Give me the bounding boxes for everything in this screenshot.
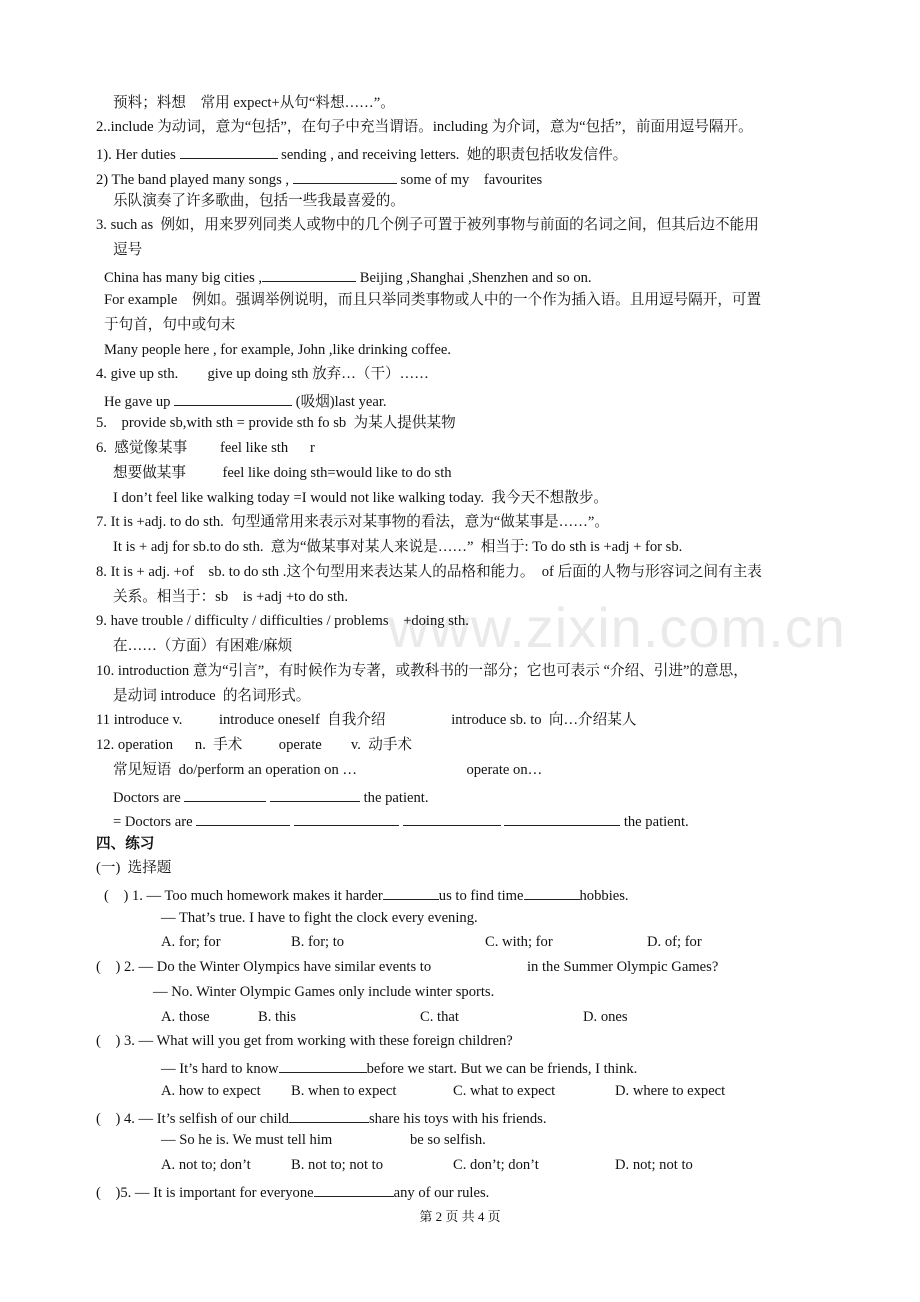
text: hobbies. xyxy=(579,888,629,904)
q2-option-b: B. this xyxy=(258,1009,297,1025)
answer-blank xyxy=(504,812,620,826)
text: the patient. xyxy=(620,814,689,830)
text: sending , and receiving letters. 她的职责包括收发信件。 xyxy=(277,147,628,163)
question-3: ( ) 3. — What will you get from working with these foreign children? xyxy=(96,1033,513,1049)
answer-blank xyxy=(262,268,356,282)
q1-option-a: A. for; for xyxy=(161,934,221,950)
text: Beijing ,Shanghai ,Shenzhen and so on. xyxy=(356,270,592,286)
note-line-11: Many people here , for example, John ,like drinking coffee. xyxy=(104,342,452,358)
q3-option-a: A. how to expect xyxy=(161,1083,261,1099)
text: the patient. xyxy=(359,790,429,806)
note-line-29 xyxy=(113,788,428,806)
question-1-reply: — That’s true. I have to fight the clock every evening. xyxy=(161,910,478,926)
note-line-22: 9. have trouble / difficulty / difficulties / problems +doing sth. xyxy=(96,613,469,629)
q4-option-d: D. not; not to xyxy=(615,1157,693,1173)
note-line-1: 预料；料想 常用 expect+从句“料想……”。 xyxy=(113,95,395,111)
subsection-heading: (一) 选择题 xyxy=(96,860,172,876)
note-line-15: 6. 感觉像某事 feel like sth r xyxy=(96,440,315,456)
answer-blank xyxy=(180,145,278,159)
note-line-25: 是动词 introduce 的名词形式。 xyxy=(113,688,311,704)
text: ( )5. — It is important for everyone xyxy=(96,1185,314,1201)
q4-option-a: A. not to; don’t xyxy=(161,1157,251,1173)
question-2-a: ( ) 2. — Do the Winter Olympics have similar events to xyxy=(96,959,432,975)
answer-blank xyxy=(174,392,292,406)
answer-blank xyxy=(294,812,399,826)
question-2-reply: — No. Winter Olympic Games only include winter sports. xyxy=(153,984,495,1000)
text: ( ) 4. — It’s selfish of our child xyxy=(96,1111,289,1127)
answer-blank xyxy=(383,886,439,900)
section-heading: 四、练习 xyxy=(96,836,155,852)
note-line-10: 于句首，句中或句末 xyxy=(104,317,236,333)
answer-blank xyxy=(184,788,266,802)
answer-blank xyxy=(403,812,501,826)
answer-blank xyxy=(270,788,360,802)
q3-option-c: C. what to expect xyxy=(453,1083,556,1099)
text: ( ) 1. — Too much homework makes it harder xyxy=(104,888,383,904)
note-line-30 xyxy=(113,812,689,830)
answer-blank xyxy=(293,170,397,184)
text: — It’s hard to know xyxy=(161,1061,279,1077)
question-4-reply-a: — So he is. We must tell him xyxy=(161,1132,333,1148)
note-line-19: It is + adj for sb.to do sth. 意为“做某事对某人来说是……” 相当于: To do sth is +adj + for sb. xyxy=(113,539,683,555)
note-line-9: For example 例如。强调举例说明，而且只举同类事物或人中的一个作为插入语。且用逗号隔开，可置 xyxy=(104,292,762,308)
note-line-3 xyxy=(96,145,627,163)
q2-option-c: C. that xyxy=(420,1009,459,1025)
q3-option-d: D. where to expect xyxy=(615,1083,726,1099)
note-line-2: 2..include 为动词，意为“包括”，在句子中充当谓语。including 为介词，意为“包括”，前面用逗号隔开。 xyxy=(96,119,753,135)
note-line-21: 关系。相当于：sb is +adj +to do sth. xyxy=(113,589,348,605)
text: us to find time xyxy=(438,888,524,904)
text: (吸烟)last year. xyxy=(292,394,387,410)
text: = Doctors are xyxy=(113,814,197,830)
answer-blank xyxy=(279,1059,367,1073)
note-line-26: 11 introduce v. introduce oneself 自我介绍 introduce sb. to 向…介绍某人 xyxy=(96,712,637,728)
q2-option-a: A. those xyxy=(161,1009,210,1025)
note-line-13 xyxy=(104,392,387,410)
note-line-8 xyxy=(104,268,592,286)
question-3-reply xyxy=(161,1059,637,1077)
text: Doctors are xyxy=(113,790,185,806)
question-2-b: in the Summer Olympic Games? xyxy=(527,959,719,975)
text: some of my favourites xyxy=(396,172,543,188)
note-line-28: 常见短语 do/perform an operation on … operate on… xyxy=(113,762,543,778)
note-line-24: 10. introduction 意为“引言”，有时候作为专著，或教科书的一部分；它也可表示 “介绍、引进”的意思， xyxy=(96,663,748,679)
text: China has many big cities , xyxy=(104,270,263,286)
text: 2) The band played many songs , xyxy=(96,172,293,188)
note-line-4 xyxy=(96,170,542,188)
question-4 xyxy=(96,1109,546,1127)
note-line-6: 3. such as 例如，用来罗列同类人或物中的几个例子可置于被列事物与前面的名词之间，但其后边不能用 xyxy=(96,217,759,233)
question-5 xyxy=(96,1183,489,1201)
watermark: www.zixin.com.cn xyxy=(388,596,846,659)
note-line-17: I don’t feel like walking today =I would not like walking today. 我今天不想散步。 xyxy=(113,490,609,506)
q2-option-d: D. ones xyxy=(583,1009,628,1025)
answer-blank xyxy=(196,812,290,826)
page-footer: 第 2 页 共 4 页 xyxy=(419,1209,501,1224)
text: share his toys with his friends. xyxy=(368,1111,547,1127)
note-line-20: 8. It is + adj. +of sb. to do sth .这个句型用来表达某人的品格和能力。 of 后面的人物与形容词之间有主表 xyxy=(96,564,762,580)
answer-blank xyxy=(289,1109,369,1123)
q1-option-b: B. for; to xyxy=(291,934,345,950)
note-line-16: 想要做某事 feel like doing sth=would like to do sth xyxy=(113,465,452,481)
note-line-18: 7. It is +adj. to do sth. 句型通常用来表示对某事物的看法，意为“做某事是……”。 xyxy=(96,514,609,530)
q1-option-d: D. of; for xyxy=(647,934,702,950)
q4-option-c: C. don’t; don’t xyxy=(453,1157,539,1173)
note-line-5: 乐队演奏了许多歌曲，包括一些我最喜爱的。 xyxy=(113,193,405,209)
q1-option-c: C. with; for xyxy=(485,934,553,950)
note-line-23: 在……（方面）有困难/麻烦 xyxy=(113,638,293,654)
note-line-14: 5. provide sb,with sth = provide sth fo sb 为某人提供某物 xyxy=(96,415,456,431)
note-line-12: 4. give up sth. give up doing sth 放弃…（干）…… xyxy=(96,366,429,382)
q3-option-b: B. when to expect xyxy=(291,1083,397,1099)
question-1 xyxy=(104,886,629,904)
answer-blank xyxy=(314,1183,394,1197)
question-4-reply-b: be so selfish. xyxy=(410,1132,486,1148)
note-line-7: 逗号 xyxy=(113,242,143,258)
note-line-27: 12. operation n. 手术 operate v. 动手术 xyxy=(96,737,413,753)
text: before we start. But we can be friends, I think. xyxy=(366,1061,638,1077)
text: any of our rules. xyxy=(393,1185,490,1201)
text: 1). Her duties xyxy=(96,147,180,163)
q4-option-b: B. not to; not to xyxy=(291,1157,384,1173)
answer-blank xyxy=(524,886,580,900)
text: He gave up xyxy=(104,394,175,410)
